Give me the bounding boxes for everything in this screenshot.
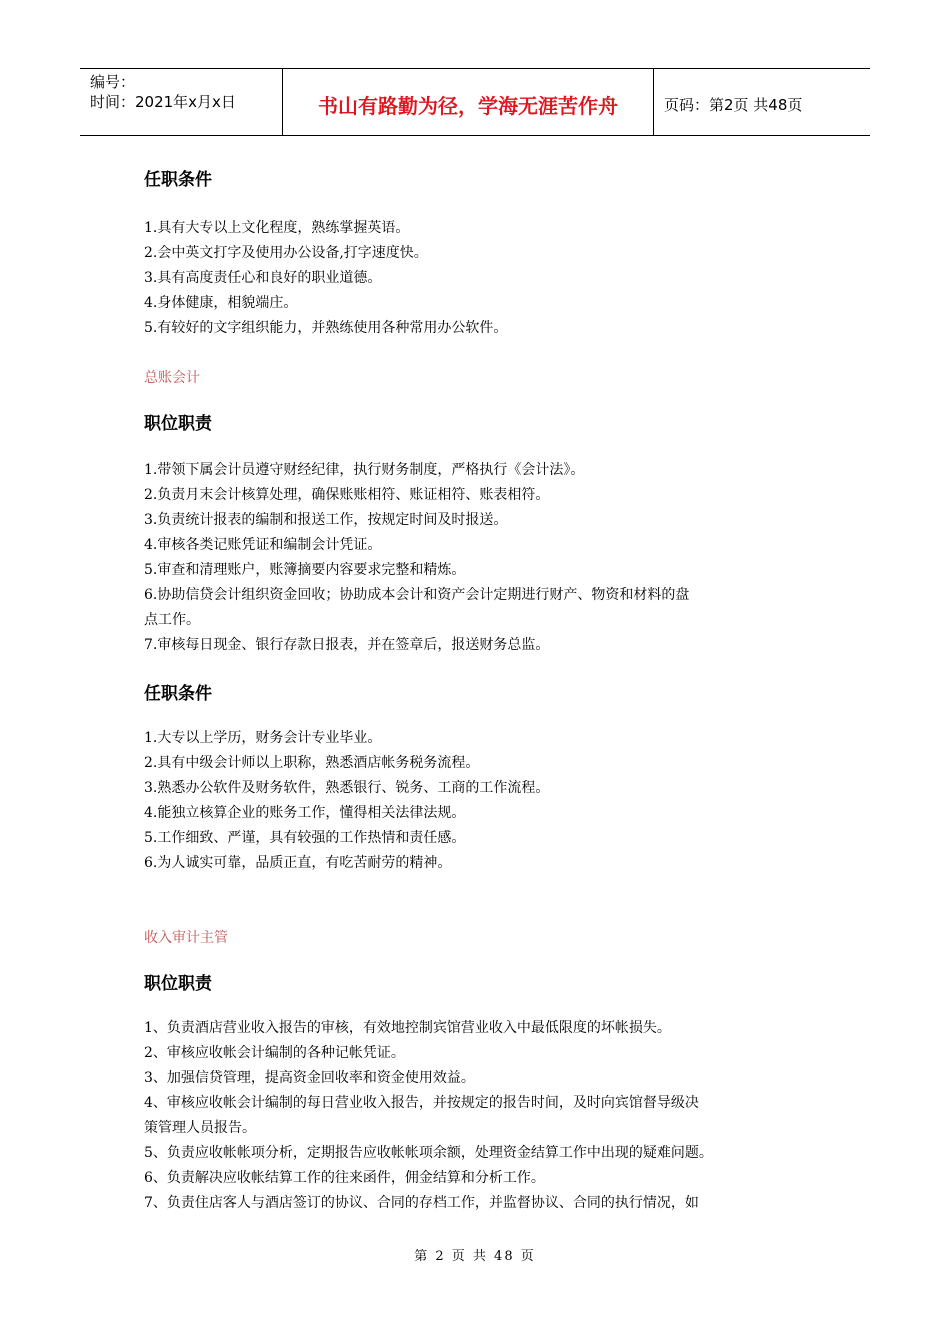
list-item: 5.工作细致、严谨，具有较强的工作热情和责任感。 (144, 830, 466, 846)
list-item: 4.身体健康，相貌端庄。 (144, 295, 298, 311)
list-item: 2.具有中级会计师以上职称，熟悉酒店帐务税务流程。 (144, 755, 480, 771)
list-item: 5、负责应收帐帐项分析，定期报告应收帐帐项余额，处理资金结算工作中出现的疑难问题。 (144, 1145, 713, 1161)
list-item: 3、加强信贷管理，提高资金回收率和资金使用效益。 (144, 1070, 475, 1086)
duties-list (144, 458, 824, 658)
list-item: 4.审核各类记账凭证和编制会计凭证。 (144, 537, 382, 553)
document-body (144, 166, 824, 1216)
header-motto: 书山有路勤为径，学海无涯苦作舟 (282, 69, 654, 135)
list-item: 4、审核应收帐会计编制的每日营业收入报告，并按规定的报告时间，及时向宾馆督导级决 (144, 1095, 699, 1111)
role-title: 收入审计主管 (144, 930, 228, 946)
list-item: 6.为人诚实可靠，品质正直，有吃苦耐劳的精神。 (144, 855, 452, 871)
section-heading: 职位职责 (144, 414, 212, 434)
list-item: 2.会中英文打字及使用办公设备,打字速度快。 (144, 245, 428, 261)
list-item: 3.具有高度责任心和良好的职业道德。 (144, 270, 382, 286)
page-footer: 第 2 页 共 48 页 (414, 1249, 536, 1264)
list-item: 7、负责住店客人与酒店签订的协议、合同的存档工作，并监督协议、合同的执行情况，如 (144, 1195, 699, 1211)
list-item: 6、负责解决应收帐结算工作的往来函件，佣金结算和分析工作。 (144, 1170, 545, 1186)
list-item: 1、负责酒店营业收入报告的审核，有效地控制宾馆营业收入中最低限度的坏帐损失。 (144, 1020, 671, 1036)
doc-time-label: 时间：2021年x月x日 (90, 93, 236, 111)
page-header (80, 68, 870, 136)
list-item: 1.带领下属会计员遵守财经纪律，执行财务制度，严格执行《会计法》。 (144, 462, 585, 478)
list-item: 2.负责月末会计核算处理，确保账账相符、账证相符、账表相符。 (144, 487, 550, 503)
header-page-info: 页码：第2页 共48页 (664, 95, 803, 114)
duties-list (144, 1016, 824, 1216)
list-item: 1.大专以上学历，财务会计专业毕业。 (144, 730, 382, 746)
list-item: 5.审查和清理账户，账簿摘要内容要求完整和精炼。 (144, 562, 466, 578)
doc-number-label: 编号： (90, 73, 136, 91)
section-heading: 职位职责 (144, 974, 212, 994)
requirements-list (144, 216, 824, 341)
section-heading: 任职条件 (144, 684, 212, 704)
requirements-list (144, 726, 824, 876)
list-item: 6.协助信贷会计组织资金回收；协助成本会计和资产会计定期进行财产、物资和材料的盘 (144, 587, 690, 603)
list-item: 7.审核每日现金、银行存款日报表，并在签章后，报送财务总监。 (144, 637, 550, 653)
header-meta (80, 69, 282, 135)
list-item: 3.熟悉办公软件及财务软件，熟悉银行、锐务、工商的工作流程。 (144, 780, 550, 796)
list-item: 1.具有大专以上文化程度，熟练掌握英语。 (144, 220, 410, 236)
list-item: 4.能独立核算企业的账务工作，懂得相关法律法规。 (144, 805, 466, 821)
list-item: 策管理人员报告。 (144, 1120, 256, 1136)
list-item: 3.负责统计报表的编制和报送工作，按规定时间及时报送。 (144, 512, 508, 528)
list-item: 点工作。 (144, 612, 200, 628)
section-heading: 任职条件 (144, 170, 212, 190)
role-title: 总账会计 (144, 370, 200, 386)
list-item: 2、审核应收帐会计编制的各种记帐凭证。 (144, 1045, 405, 1061)
list-item: 5.有较好的文字组织能力，并熟练使用各种常用办公软件。 (144, 320, 508, 336)
